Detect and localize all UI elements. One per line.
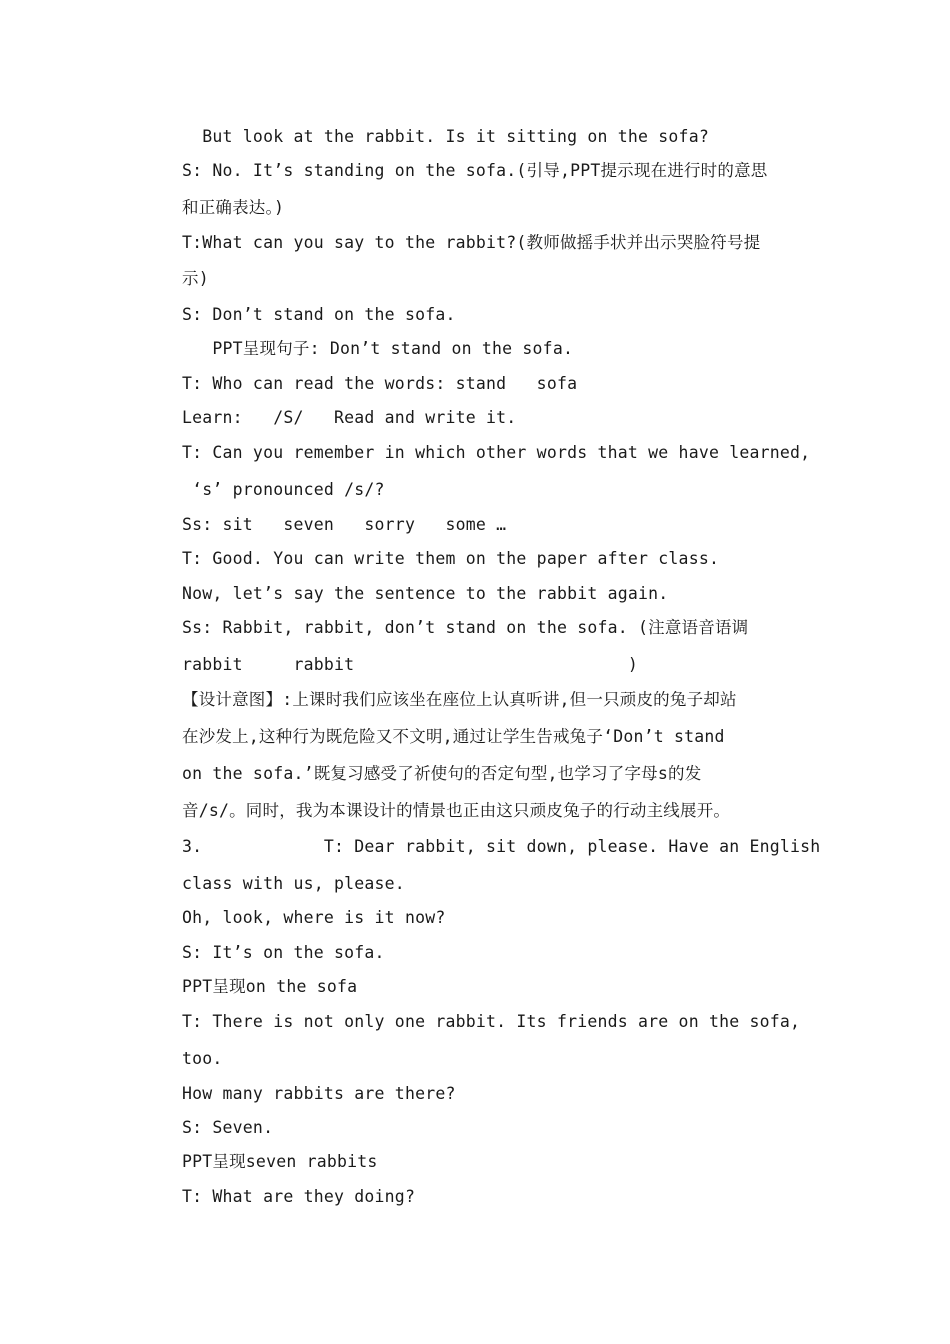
text-line: S: Seven. — [182, 1118, 274, 1137]
text-line: But look at the rabbit. Is it sitting on the sofa? — [182, 127, 709, 146]
text-line: S: Don’t stand on the sofa. — [182, 305, 456, 324]
text-line: rabbit rabbit ) — [182, 655, 639, 674]
text-line: Now, let’s say the sentence to the rabbit again. — [182, 584, 669, 603]
text-line: Learn: /S/ Read and write it. — [182, 408, 517, 427]
text-line: T: Who can read the words: stand sofa — [182, 374, 578, 393]
text-line: Ss: Rabbit, rabbit, don’t stand on the sofa. (注意语音语调 — [182, 618, 749, 637]
text-line: PPT呈现seven rabbits — [182, 1152, 378, 1171]
text-line: ‘s’ pronounced /s/? — [182, 480, 385, 499]
text-line: Ss: sit seven sorry some … — [182, 515, 507, 534]
text-line: 在沙发上,这种行为既危险又不文明,通过让学生告戒兔子‘Don’t stand — [182, 727, 725, 746]
text-line: on the sofa.’既复习感受了祈使句的否定句型,也学习了字母s的发 — [182, 764, 702, 783]
text-line: T: What are they doing? — [182, 1187, 416, 1206]
text-line: 音/s/。同时，我为本课设计的情景也正由这只顽皮兔子的行动主线展开。 — [182, 801, 731, 820]
text-line: too. — [182, 1049, 223, 1068]
text-line: T:What can you say to the rabbit?(教师做摇手状并出示哭脸符号提 — [182, 233, 761, 252]
text-line: class with us, please. — [182, 874, 405, 893]
text-line: 3. T: Dear rabbit, sit down, please. Have an English — [182, 837, 821, 856]
text-line: PPT呈现on the sofa — [182, 977, 358, 996]
text-line: T: There is not only one rabbit. Its friends are on the sofa, — [182, 1012, 801, 1031]
text-line: PPT呈现句子: Don’t stand on the sofa. — [182, 339, 574, 358]
text-line: 示) — [182, 269, 209, 288]
text-line: 和正确表达。) — [182, 198, 285, 217]
text-line: S: No. It’s standing on the sofa.(引导,PPT提示现在进行时的意思 — [182, 161, 768, 180]
text-line: S: It’s on the sofa. — [182, 943, 385, 962]
text-line: T: Good. You can write them on the paper after class. — [182, 549, 720, 568]
text-line: Oh, look, where is it now? — [182, 908, 446, 927]
text-line: 【设计意图】:上课时我们应该坐在座位上认真听讲,但一只顽皮的兔子却站 — [182, 690, 737, 709]
text-line: T: Can you remember in which other words that we have learned, — [182, 443, 811, 462]
text-line: How many rabbits are there? — [182, 1084, 456, 1103]
